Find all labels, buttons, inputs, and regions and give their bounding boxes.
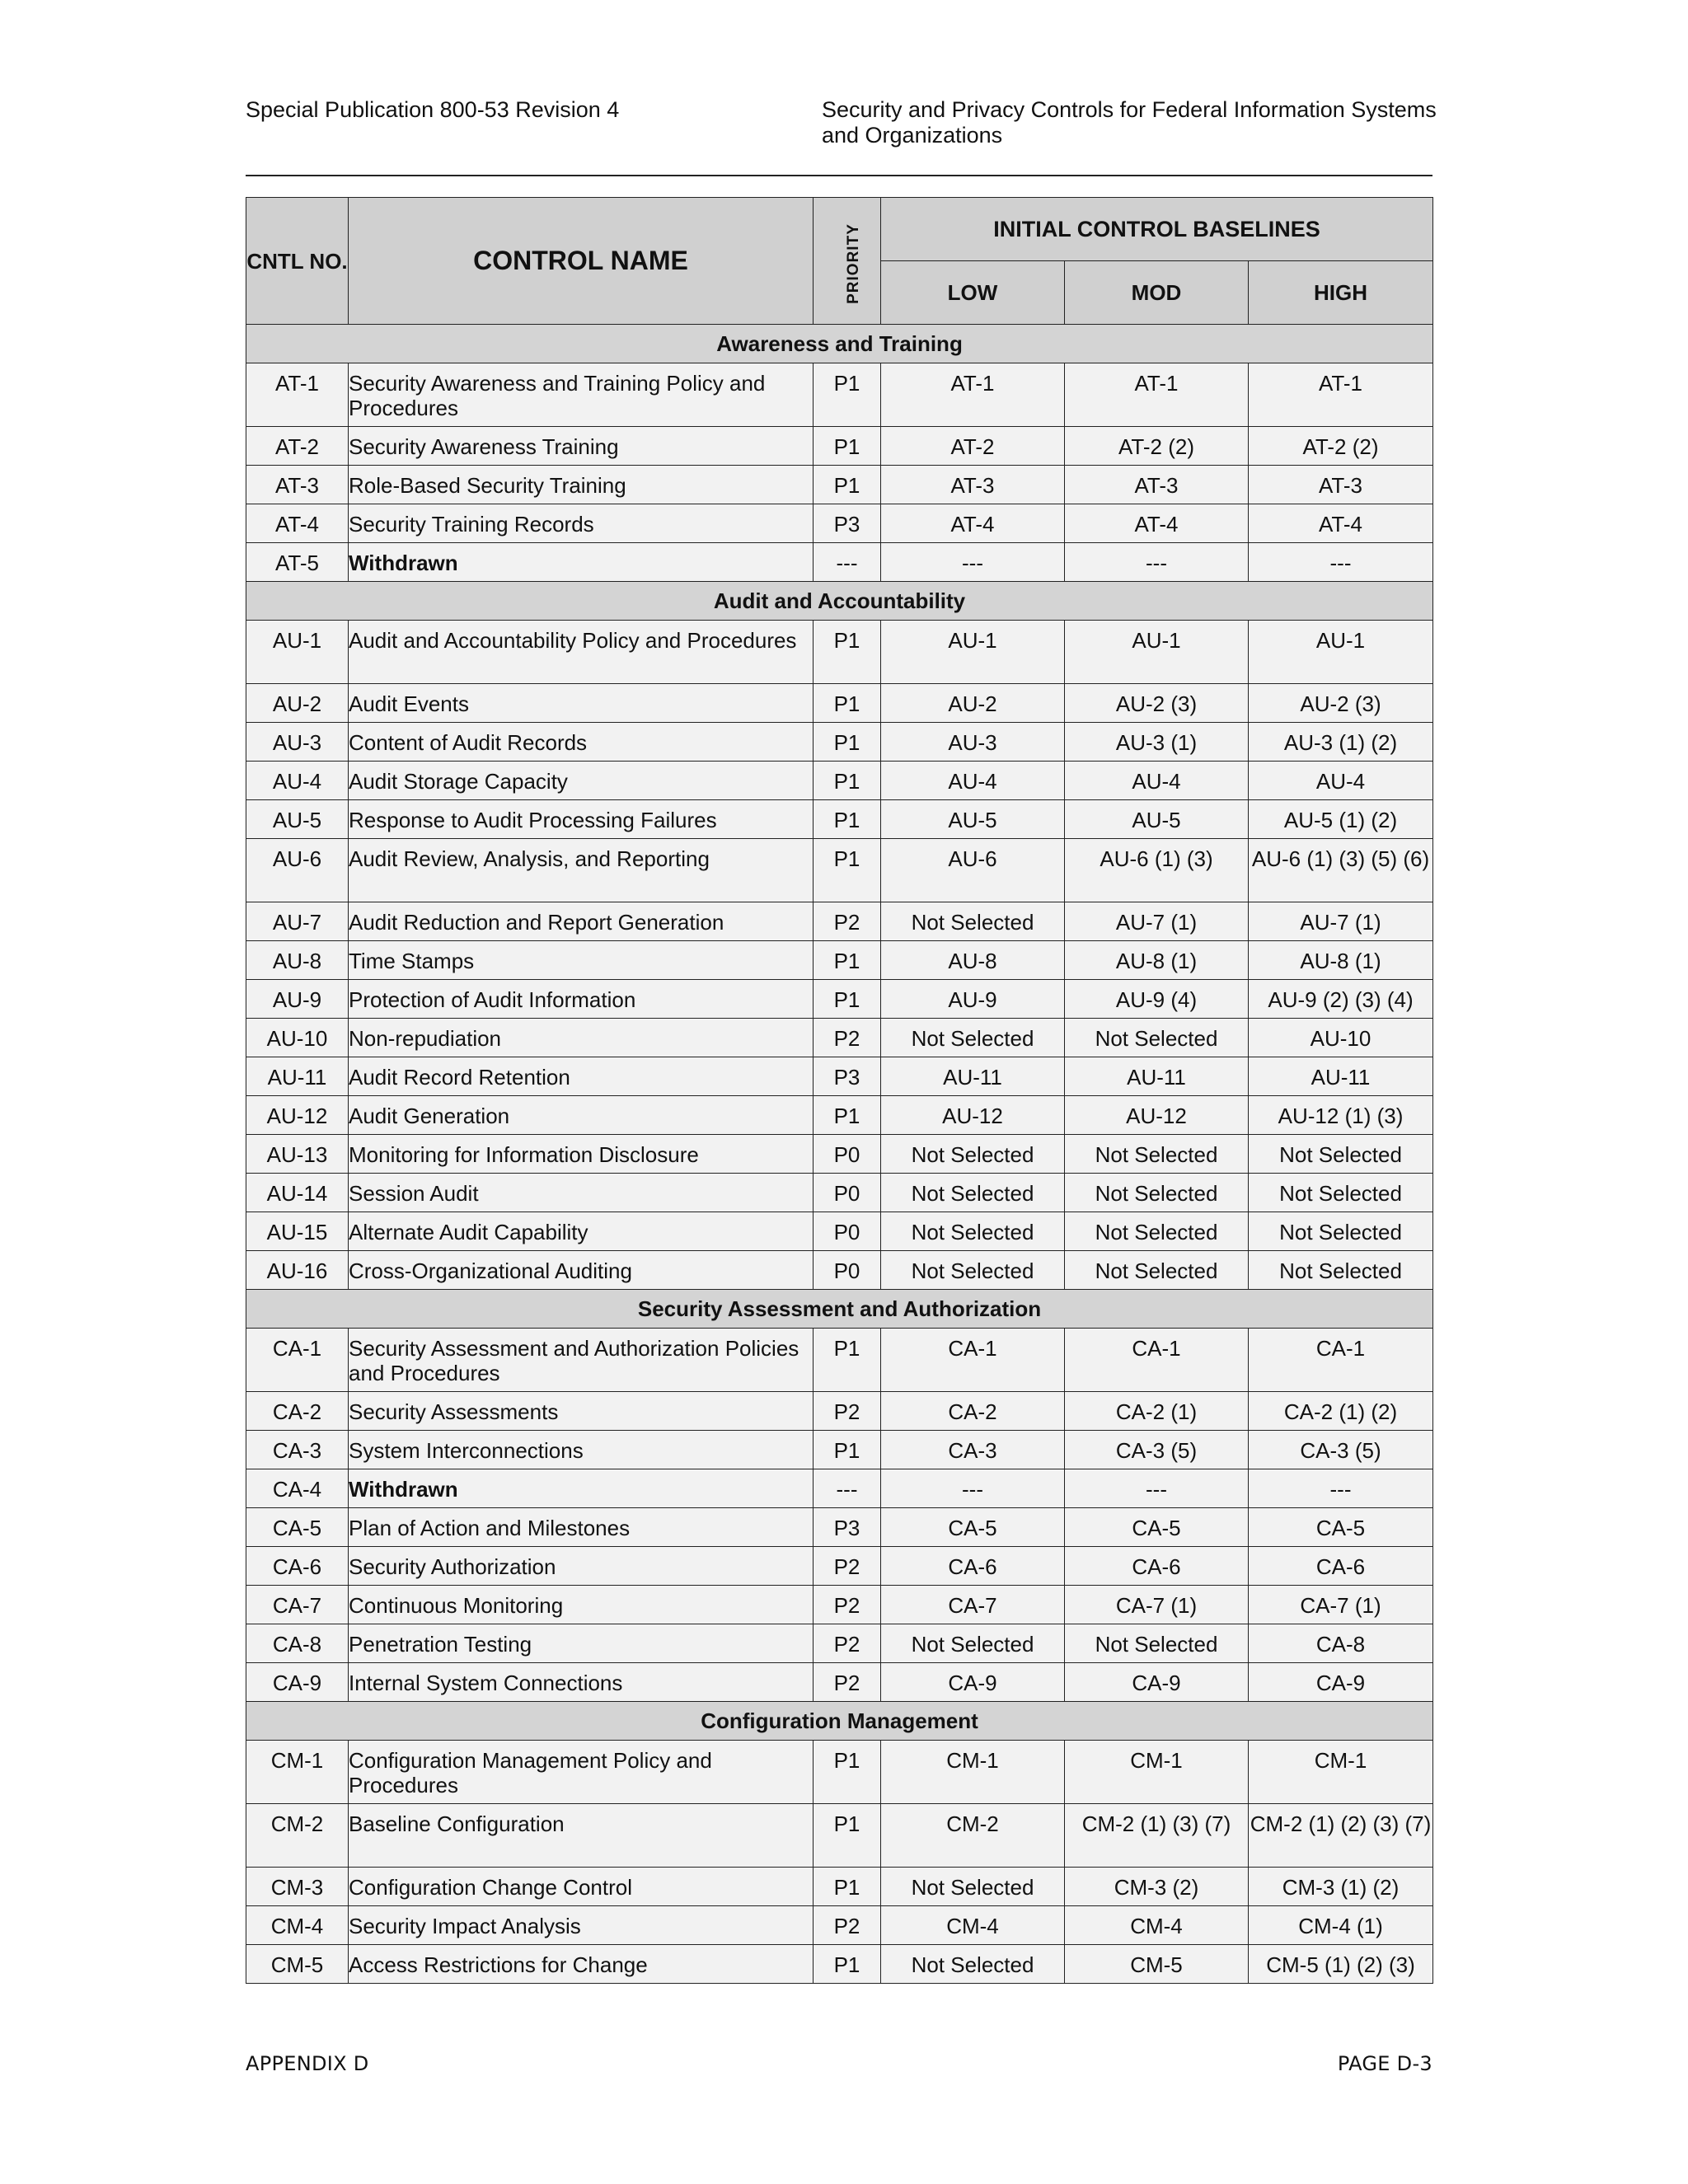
- control-id-cell: AT-3: [246, 466, 349, 504]
- table-row: [246, 1251, 1433, 1290]
- table-row: [246, 1469, 1433, 1508]
- baseline-low-cell: Not Selected: [881, 1251, 1065, 1290]
- control-id-cell: CA-4: [246, 1469, 349, 1508]
- table-row: [246, 684, 1433, 723]
- baseline-low-cell: Not Selected: [881, 1212, 1065, 1251]
- priority-label: PRIORITY: [844, 223, 862, 304]
- control-id-cell: AU-12: [246, 1096, 349, 1135]
- table-row: [246, 427, 1433, 466]
- baseline-low-cell: Not Selected: [881, 1624, 1065, 1663]
- control-name-cell: Security Impact Analysis: [349, 1906, 814, 1945]
- table-row: [246, 902, 1433, 941]
- priority-cell: P1: [814, 427, 881, 466]
- baseline-mod-cell: AU-9 (4): [1065, 980, 1249, 1019]
- baseline-high-cell: AT-4: [1249, 504, 1433, 543]
- baseline-high-cell: CA-2 (1) (2): [1249, 1392, 1433, 1431]
- baseline-low-cell: AU-3: [881, 723, 1065, 762]
- control-name-cell: Baseline Configuration: [349, 1804, 814, 1868]
- table-row: [246, 1804, 1433, 1868]
- baseline-high-cell: AU-3 (1) (2): [1249, 723, 1433, 762]
- baseline-low-cell: AT-1: [881, 363, 1065, 427]
- table-row: [246, 1057, 1433, 1096]
- control-id-cell: AU-6: [246, 839, 349, 902]
- table-row: [246, 1586, 1433, 1624]
- control-id-cell: CM-1: [246, 1741, 349, 1804]
- table-row: [246, 800, 1433, 839]
- priority-cell: P1: [814, 1945, 881, 1984]
- baseline-low-cell: AU-5: [881, 800, 1065, 839]
- baseline-high-cell: CA-5: [1249, 1508, 1433, 1547]
- control-name-cell: Role-Based Security Training: [349, 466, 814, 504]
- baseline-mod-cell: AU-2 (3): [1065, 684, 1249, 723]
- baseline-low-cell: AU-4: [881, 762, 1065, 800]
- baseline-high-cell: Not Selected: [1249, 1174, 1433, 1212]
- control-name-cell: Non-repudiation: [349, 1019, 814, 1057]
- baseline-high-cell: CA-1: [1249, 1329, 1433, 1392]
- control-id-cell: AT-1: [246, 363, 349, 427]
- baseline-mod-cell: AU-3 (1): [1065, 723, 1249, 762]
- baseline-mod-cell: Not Selected: [1065, 1174, 1249, 1212]
- table-row: [246, 762, 1433, 800]
- priority-cell: P1: [814, 363, 881, 427]
- baseline-mod-cell: AU-4: [1065, 762, 1249, 800]
- baseline-high-cell: AU-8 (1): [1249, 941, 1433, 980]
- control-name-cell: Security Assessments: [349, 1392, 814, 1431]
- priority-cell: P2: [814, 1906, 881, 1945]
- baseline-mod-cell: CA-7 (1): [1065, 1586, 1249, 1624]
- priority-cell: ---: [814, 543, 881, 582]
- control-name-cell: Audit Generation: [349, 1096, 814, 1135]
- control-name-cell: Audit Storage Capacity: [349, 762, 814, 800]
- priority-cell: P2: [814, 1624, 881, 1663]
- baseline-low-cell: AT-3: [881, 466, 1065, 504]
- control-name-cell: Monitoring for Information Disclosure: [349, 1135, 814, 1174]
- baseline-low-cell: AU-1: [881, 621, 1065, 684]
- col-header-control-name: CONTROL NAME: [349, 198, 814, 325]
- baseline-mod-cell: AU-8 (1): [1065, 941, 1249, 980]
- baseline-low-cell: CM-4: [881, 1906, 1065, 1945]
- control-id-cell: CA-5: [246, 1508, 349, 1547]
- baseline-high-cell: CA-6: [1249, 1547, 1433, 1586]
- table-row: [246, 723, 1433, 762]
- baseline-low-cell: AU-2: [881, 684, 1065, 723]
- baseline-high-cell: Not Selected: [1249, 1212, 1433, 1251]
- control-id-cell: AU-3: [246, 723, 349, 762]
- baseline-high-cell: Not Selected: [1249, 1251, 1433, 1290]
- table-row: [246, 1431, 1433, 1469]
- baseline-low-cell: AT-4: [881, 504, 1065, 543]
- baseline-mod-cell: CM-5: [1065, 1945, 1249, 1984]
- control-id-cell: AU-11: [246, 1057, 349, 1096]
- table-row: [246, 1741, 1433, 1804]
- baseline-mod-cell: Not Selected: [1065, 1212, 1249, 1251]
- baseline-mod-cell: ---: [1065, 1469, 1249, 1508]
- baseline-high-cell: AU-4: [1249, 762, 1433, 800]
- baseline-low-cell: AU-12: [881, 1096, 1065, 1135]
- baseline-mod-cell: CA-6: [1065, 1547, 1249, 1586]
- baseline-mod-cell: AU-11: [1065, 1057, 1249, 1096]
- baseline-high-cell: CM-5 (1) (2) (3): [1249, 1945, 1433, 1984]
- control-id-cell: CA-3: [246, 1431, 349, 1469]
- baseline-high-cell: AU-11: [1249, 1057, 1433, 1096]
- control-name-cell: Audit and Accountability Policy and Procedures: [349, 621, 814, 684]
- priority-cell: P2: [814, 1019, 881, 1057]
- control-name-cell: Withdrawn: [349, 543, 814, 582]
- control-name-cell: Cross-Organizational Auditing: [349, 1251, 814, 1290]
- control-id-cell: CA-2: [246, 1392, 349, 1431]
- priority-cell: P1: [814, 1804, 881, 1868]
- col-header-initial-baselines: INITIAL CONTROL BASELINES: [881, 198, 1433, 261]
- baseline-high-cell: AU-5 (1) (2): [1249, 800, 1433, 839]
- baseline-low-cell: AT-2: [881, 427, 1065, 466]
- section-row: [246, 325, 1433, 363]
- baseline-low-cell: Not Selected: [881, 902, 1065, 941]
- baseline-high-cell: AT-2 (2): [1249, 427, 1433, 466]
- baseline-mod-cell: CM-3 (2): [1065, 1868, 1249, 1906]
- control-name-cell: Penetration Testing: [349, 1624, 814, 1663]
- control-name-cell: Withdrawn: [349, 1469, 814, 1508]
- baseline-high-cell: AU-7 (1): [1249, 902, 1433, 941]
- header-title: Security and Privacy Controls for Federal Information Systems and Organizations: [822, 97, 1437, 148]
- control-id-cell: CA-6: [246, 1547, 349, 1586]
- table-body: [246, 325, 1433, 1984]
- baseline-high-cell: ---: [1249, 1469, 1433, 1508]
- table-row: [246, 1212, 1433, 1251]
- priority-cell: P1: [814, 980, 881, 1019]
- baseline-high-cell: CA-8: [1249, 1624, 1433, 1663]
- baseline-mod-cell: ---: [1065, 543, 1249, 582]
- baseline-low-cell: AU-6: [881, 839, 1065, 902]
- baseline-low-cell: Not Selected: [881, 1945, 1065, 1984]
- control-id-cell: CM-4: [246, 1906, 349, 1945]
- baseline-low-cell: CA-1: [881, 1329, 1065, 1392]
- baseline-mod-cell: AU-5: [1065, 800, 1249, 839]
- baseline-mod-cell: CA-5: [1065, 1508, 1249, 1547]
- baseline-low-cell: CA-7: [881, 1586, 1065, 1624]
- section-title: Configuration Management: [246, 1702, 1433, 1741]
- control-name-cell: Security Awareness and Training Policy and Procedures: [349, 363, 814, 427]
- priority-cell: ---: [814, 1469, 881, 1508]
- col-header-high: HIGH: [1249, 261, 1433, 325]
- baseline-high-cell: CM-2 (1) (2) (3) (7): [1249, 1804, 1433, 1868]
- control-id-cell: AU-14: [246, 1174, 349, 1212]
- control-name-cell: Protection of Audit Information: [349, 980, 814, 1019]
- table-row: [246, 1663, 1433, 1702]
- control-id-cell: CM-3: [246, 1868, 349, 1906]
- control-id-cell: AU-8: [246, 941, 349, 980]
- table-row: [246, 1174, 1433, 1212]
- control-id-cell: CM-5: [246, 1945, 349, 1984]
- control-id-cell: AU-10: [246, 1019, 349, 1057]
- table-row: [246, 466, 1433, 504]
- control-name-cell: Security Awareness Training: [349, 427, 814, 466]
- baseline-high-cell: CA-3 (5): [1249, 1431, 1433, 1469]
- priority-cell: P2: [814, 1547, 881, 1586]
- priority-cell: P3: [814, 1057, 881, 1096]
- header-rule: [246, 175, 1432, 176]
- priority-cell: P0: [814, 1251, 881, 1290]
- col-header-low: LOW: [881, 261, 1065, 325]
- priority-cell: P1: [814, 1431, 881, 1469]
- baseline-mod-cell: Not Selected: [1065, 1251, 1249, 1290]
- table-row: [246, 1135, 1433, 1174]
- baseline-mod-cell: AT-3: [1065, 466, 1249, 504]
- baseline-low-cell: CM-1: [881, 1741, 1065, 1804]
- baseline-low-cell: CM-2: [881, 1804, 1065, 1868]
- baseline-high-cell: AU-9 (2) (3) (4): [1249, 980, 1433, 1019]
- baseline-mod-cell: AU-7 (1): [1065, 902, 1249, 941]
- table-row: [246, 1392, 1433, 1431]
- baseline-mod-cell: AT-1: [1065, 363, 1249, 427]
- baseline-low-cell: CA-2: [881, 1392, 1065, 1431]
- table-row: [246, 941, 1433, 980]
- header-publication: Special Publication 800-53 Revision 4: [246, 97, 620, 122]
- baseline-mod-cell: Not Selected: [1065, 1135, 1249, 1174]
- priority-cell: P0: [814, 1212, 881, 1251]
- control-id-cell: AU-7: [246, 902, 349, 941]
- footer-appendix: APPENDIX D: [246, 2052, 369, 2075]
- priority-cell: P1: [814, 800, 881, 839]
- control-name-cell: Security Training Records: [349, 504, 814, 543]
- control-baselines-table: [246, 197, 1433, 1984]
- control-id-cell: AT-4: [246, 504, 349, 543]
- baseline-high-cell: CM-4 (1): [1249, 1906, 1433, 1945]
- control-id-cell: CA-9: [246, 1663, 349, 1702]
- baseline-high-cell: AU-6 (1) (3) (5) (6): [1249, 839, 1433, 902]
- priority-cell: P1: [814, 1096, 881, 1135]
- control-id-cell: AU-2: [246, 684, 349, 723]
- baseline-low-cell: ---: [881, 543, 1065, 582]
- priority-cell: P1: [814, 762, 881, 800]
- table-row: [246, 1096, 1433, 1135]
- control-name-cell: System Interconnections: [349, 1431, 814, 1469]
- baseline-high-cell: CM-3 (1) (2): [1249, 1868, 1433, 1906]
- priority-cell: P2: [814, 1392, 881, 1431]
- baseline-low-cell: AU-11: [881, 1057, 1065, 1096]
- section-row: [246, 1702, 1433, 1741]
- baseline-high-cell: AU-10: [1249, 1019, 1433, 1057]
- control-id-cell: CA-1: [246, 1329, 349, 1392]
- baseline-low-cell: Not Selected: [881, 1174, 1065, 1212]
- control-id-cell: CM-2: [246, 1804, 349, 1868]
- baseline-mod-cell: AT-2 (2): [1065, 427, 1249, 466]
- baseline-mod-cell: AT-4: [1065, 504, 1249, 543]
- control-name-cell: Alternate Audit Capability: [349, 1212, 814, 1251]
- table-row: [246, 1624, 1433, 1663]
- baseline-high-cell: AT-1: [1249, 363, 1433, 427]
- table-row: [246, 839, 1433, 902]
- control-id-cell: AU-15: [246, 1212, 349, 1251]
- table-row: [246, 1508, 1433, 1547]
- baseline-mod-cell: CM-4: [1065, 1906, 1249, 1945]
- baseline-mod-cell: CA-2 (1): [1065, 1392, 1249, 1431]
- baseline-low-cell: CA-9: [881, 1663, 1065, 1702]
- control-name-cell: Time Stamps: [349, 941, 814, 980]
- baseline-mod-cell: AU-1: [1065, 621, 1249, 684]
- baseline-high-cell: Not Selected: [1249, 1135, 1433, 1174]
- priority-cell: P1: [814, 1329, 881, 1392]
- table-row: [246, 1945, 1433, 1984]
- priority-cell: P1: [814, 839, 881, 902]
- control-id-cell: CA-7: [246, 1586, 349, 1624]
- baseline-low-cell: CA-6: [881, 1547, 1065, 1586]
- section-title: Awareness and Training: [246, 325, 1433, 363]
- baseline-low-cell: AU-9: [881, 980, 1065, 1019]
- baseline-low-cell: AU-8: [881, 941, 1065, 980]
- control-name-cell: Response to Audit Processing Failures: [349, 800, 814, 839]
- control-id-cell: AU-4: [246, 762, 349, 800]
- section-row: [246, 1290, 1433, 1329]
- priority-cell: P2: [814, 1663, 881, 1702]
- col-header-mod: MOD: [1065, 261, 1249, 325]
- baseline-low-cell: Not Selected: [881, 1019, 1065, 1057]
- control-name-cell: Audit Review, Analysis, and Reporting: [349, 839, 814, 902]
- control-id-cell: CA-8: [246, 1624, 349, 1663]
- baseline-low-cell: CA-3: [881, 1431, 1065, 1469]
- control-id-cell: AU-9: [246, 980, 349, 1019]
- baseline-mod-cell: Not Selected: [1065, 1624, 1249, 1663]
- baseline-high-cell: AU-2 (3): [1249, 684, 1433, 723]
- baseline-high-cell: CA-9: [1249, 1663, 1433, 1702]
- priority-cell: P1: [814, 941, 881, 980]
- baseline-mod-cell: CA-9: [1065, 1663, 1249, 1702]
- control-name-cell: Internal System Connections: [349, 1663, 814, 1702]
- baseline-low-cell: Not Selected: [881, 1868, 1065, 1906]
- baseline-high-cell: AT-3: [1249, 466, 1433, 504]
- control-name-cell: Content of Audit Records: [349, 723, 814, 762]
- table-row: [246, 543, 1433, 582]
- table-row: [246, 1329, 1433, 1392]
- baseline-mod-cell: AU-12: [1065, 1096, 1249, 1135]
- priority-cell: P2: [814, 1586, 881, 1624]
- baseline-high-cell: CA-7 (1): [1249, 1586, 1433, 1624]
- baseline-mod-cell: AU-6 (1) (3): [1065, 839, 1249, 902]
- priority-cell: P0: [814, 1135, 881, 1174]
- baseline-high-cell: AU-1: [1249, 621, 1433, 684]
- control-name-cell: Audit Record Retention: [349, 1057, 814, 1096]
- control-name-cell: Configuration Change Control: [349, 1868, 814, 1906]
- section-title: Security Assessment and Authorization: [246, 1290, 1433, 1329]
- baseline-mod-cell: CM-2 (1) (3) (7): [1065, 1804, 1249, 1868]
- priority-cell: P1: [814, 1868, 881, 1906]
- footer-page-number: PAGE D-3: [1337, 2052, 1432, 2075]
- control-name-cell: Audit Reduction and Report Generation: [349, 902, 814, 941]
- control-id-cell: AU-5: [246, 800, 349, 839]
- priority-cell: P1: [814, 1741, 881, 1804]
- table-row: [246, 1547, 1433, 1586]
- priority-cell: P0: [814, 1174, 881, 1212]
- table-row: [246, 363, 1433, 427]
- baseline-mod-cell: CM-1: [1065, 1741, 1249, 1804]
- section-row: [246, 582, 1433, 621]
- control-name-cell: Plan of Action and Milestones: [349, 1508, 814, 1547]
- priority-cell: P3: [814, 504, 881, 543]
- priority-cell: P2: [814, 902, 881, 941]
- control-name-cell: Access Restrictions for Change: [349, 1945, 814, 1984]
- table-row: [246, 1868, 1433, 1906]
- baseline-low-cell: ---: [881, 1469, 1065, 1508]
- baseline-high-cell: ---: [1249, 543, 1433, 582]
- table-row: [246, 1906, 1433, 1945]
- control-id-cell: AT-2: [246, 427, 349, 466]
- control-id-cell: AU-1: [246, 621, 349, 684]
- baseline-low-cell: Not Selected: [881, 1135, 1065, 1174]
- priority-cell: P1: [814, 621, 881, 684]
- baseline-low-cell: CA-5: [881, 1508, 1065, 1547]
- control-id-cell: AU-16: [246, 1251, 349, 1290]
- priority-cell: P1: [814, 684, 881, 723]
- control-id-cell: AU-13: [246, 1135, 349, 1174]
- table-row: [246, 980, 1433, 1019]
- control-name-cell: Security Assessment and Authorization Policies and Procedures: [349, 1329, 814, 1392]
- baseline-mod-cell: CA-3 (5): [1065, 1431, 1249, 1469]
- table-row: [246, 504, 1433, 543]
- control-name-cell: Configuration Management Policy and Procedures: [349, 1741, 814, 1804]
- control-name-cell: Session Audit: [349, 1174, 814, 1212]
- baseline-mod-cell: Not Selected: [1065, 1019, 1249, 1057]
- control-name-cell: Continuous Monitoring: [349, 1586, 814, 1624]
- baseline-high-cell: CM-1: [1249, 1741, 1433, 1804]
- priority-cell: P1: [814, 466, 881, 504]
- control-name-cell: Security Authorization: [349, 1547, 814, 1586]
- table-row: [246, 621, 1433, 684]
- priority-cell: P3: [814, 1508, 881, 1547]
- baseline-high-cell: AU-12 (1) (3): [1249, 1096, 1433, 1135]
- control-id-cell: AT-5: [246, 543, 349, 582]
- control-name-cell: Audit Events: [349, 684, 814, 723]
- col-header-cntl-no: CNTL NO.: [246, 198, 349, 325]
- table-row: [246, 1019, 1433, 1057]
- col-header-priority: [814, 198, 881, 325]
- section-title: Audit and Accountability: [246, 582, 1433, 621]
- priority-cell: P1: [814, 723, 881, 762]
- baseline-mod-cell: CA-1: [1065, 1329, 1249, 1392]
